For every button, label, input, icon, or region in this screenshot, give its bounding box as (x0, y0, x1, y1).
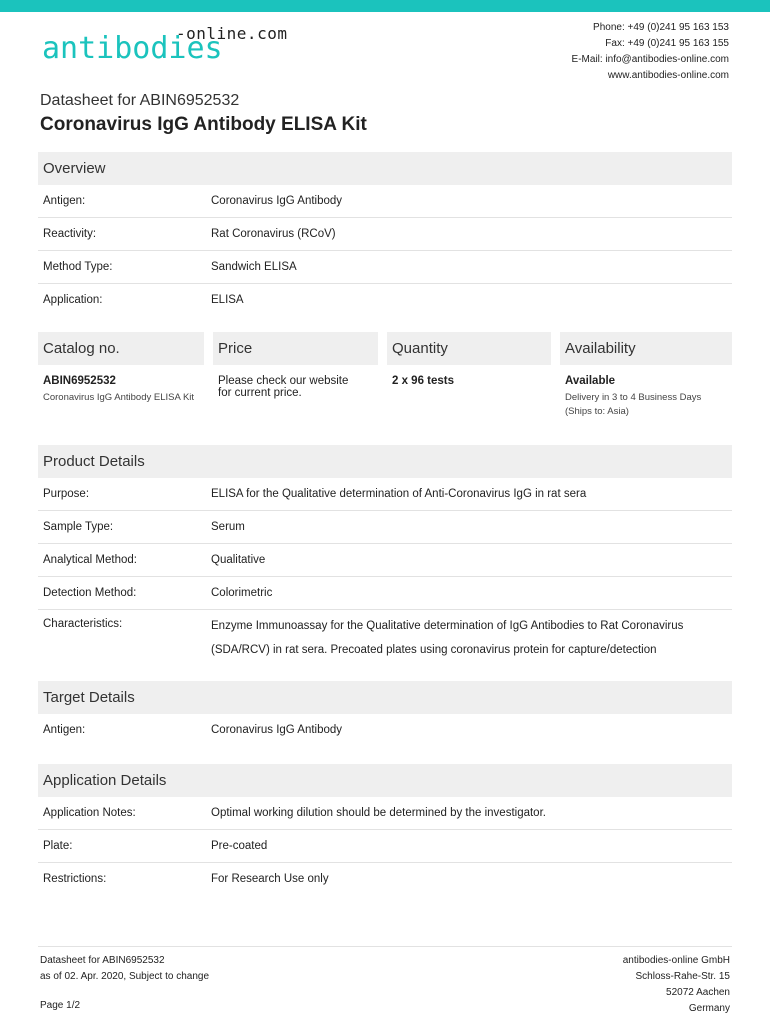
catalog-heading: Catalog no. (38, 332, 204, 365)
row-label: Sample Type: (43, 521, 114, 533)
document-subtitle: Datasheet for ABIN6952532 (40, 92, 240, 109)
row-label: Characteristics: (43, 618, 123, 630)
footer-divider (38, 946, 732, 947)
row-value: Optimal working dilution should be determined by the investigator. (211, 807, 546, 819)
overview-row (38, 284, 732, 316)
row-value: Qualitative (211, 554, 266, 566)
footer-country: Germany (688, 1003, 730, 1014)
contact-info (572, 20, 729, 84)
row-label: Restrictions: (43, 873, 107, 885)
product-details-row (38, 610, 732, 680)
overview-heading: Overview (38, 152, 732, 185)
target-details-section (38, 681, 732, 746)
row-label: Reactivity: (43, 228, 97, 240)
product-details-row (38, 478, 732, 511)
document-title: Coronavirus IgG Antibody ELISA Kit (40, 114, 367, 135)
catalog-number: ABIN6952532 (43, 375, 116, 387)
row-value: Coronavirus IgG Antibody (211, 724, 343, 736)
row-label: Detection Method: (43, 587, 137, 599)
product-details-row (38, 544, 732, 577)
product-details-section (38, 445, 732, 680)
quantity-column (387, 332, 551, 419)
availability-column (560, 332, 732, 419)
row-label: Application Notes: (43, 807, 136, 819)
footer-street: Schloss-Rahe-Str. 15 (635, 971, 730, 982)
row-value: Colorimetric (211, 587, 273, 599)
footer-company: antibodies-online GmbH (622, 955, 730, 966)
row-label: Purpose: (43, 488, 90, 500)
target-details-heading: Target Details (38, 681, 732, 714)
row-value: Serum (211, 521, 245, 533)
row-label: Antigen: (43, 724, 86, 736)
row-value: For Research Use only (211, 873, 329, 885)
price-column (213, 332, 378, 419)
application-details-row (38, 830, 732, 863)
footer-city: 52072 Aachen (666, 987, 730, 998)
contact-fax: Fax: +49 (0)241 95 163 155 (605, 38, 729, 49)
row-value: ELISA (211, 294, 244, 306)
application-details-heading: Application Details (38, 764, 732, 797)
overview-section (38, 152, 732, 316)
row-value: Rat Coronavirus (RCoV) (211, 228, 336, 240)
row-label: Analytical Method: (43, 554, 137, 566)
contact-email[interactable]: E-Mail: info@antibodies-online.com (571, 54, 729, 65)
product-details-heading: Product Details (38, 445, 732, 478)
footer-datasheet: Datasheet for ABIN6952532 (40, 955, 165, 966)
overview-row (38, 251, 732, 284)
page-number: Page 1/2 (40, 1000, 81, 1011)
row-label: Method Type: (43, 261, 113, 273)
contact-website[interactable]: www.antibodies-online.com (607, 70, 729, 81)
row-label: Application: (43, 294, 103, 306)
quantity-heading: Quantity (387, 332, 551, 365)
footer-address (623, 953, 730, 1017)
logo-suffix: -online.com (176, 24, 288, 43)
row-label: Plate: (43, 840, 73, 852)
availability-status: Available (565, 375, 616, 387)
application-details-row (38, 797, 732, 830)
catalog-description: Coronavirus IgG Antibody ELISA Kit (43, 392, 195, 403)
price-heading: Price (213, 332, 378, 365)
row-value: ELISA for the Qualitative determination of Anti-Coronavirus IgG in rat sera (211, 488, 587, 500)
row-value-line-1: Enzyme Immunoassay for the Qualitative determination of IgG Antibodies to Rat Coronavirus (211, 620, 684, 632)
logo-main: antibodies (42, 31, 223, 66)
ships-info: (Ships to: Asia) (565, 406, 629, 417)
row-value: Sandwich ELISA (211, 261, 297, 273)
quantity-value: 2 x 96 tests (392, 375, 455, 387)
top-accent-bar (0, 0, 770, 12)
overview-row (38, 218, 732, 251)
catalog-columns (38, 332, 732, 419)
target-details-row (38, 714, 732, 746)
row-value: Coronavirus IgG Antibody (211, 195, 343, 207)
footer-date: as of 02. Apr. 2020, Subject to change (40, 971, 210, 982)
row-value: Pre-coated (211, 840, 268, 852)
availability-heading: Availability (560, 332, 732, 365)
delivery-info: Delivery in 3 to 4 Business Days (565, 392, 702, 403)
row-value-line-2: (SDA/RCV) in rat sera. Precoated plates using coronavirus protein for capture/detection (211, 644, 657, 656)
product-details-row (38, 511, 732, 544)
overview-row (38, 185, 732, 218)
catalog-column (38, 332, 204, 419)
contact-phone: Phone: +49 (0)241 95 163 153 (593, 22, 729, 33)
application-details-row (38, 863, 732, 895)
application-details-section (38, 764, 732, 895)
row-label: Antigen: (43, 195, 86, 207)
price-line-2: for current price. (218, 387, 302, 399)
product-details-row (38, 577, 732, 610)
footer-left (40, 953, 209, 985)
price-line-1: Please check our website (218, 375, 349, 387)
